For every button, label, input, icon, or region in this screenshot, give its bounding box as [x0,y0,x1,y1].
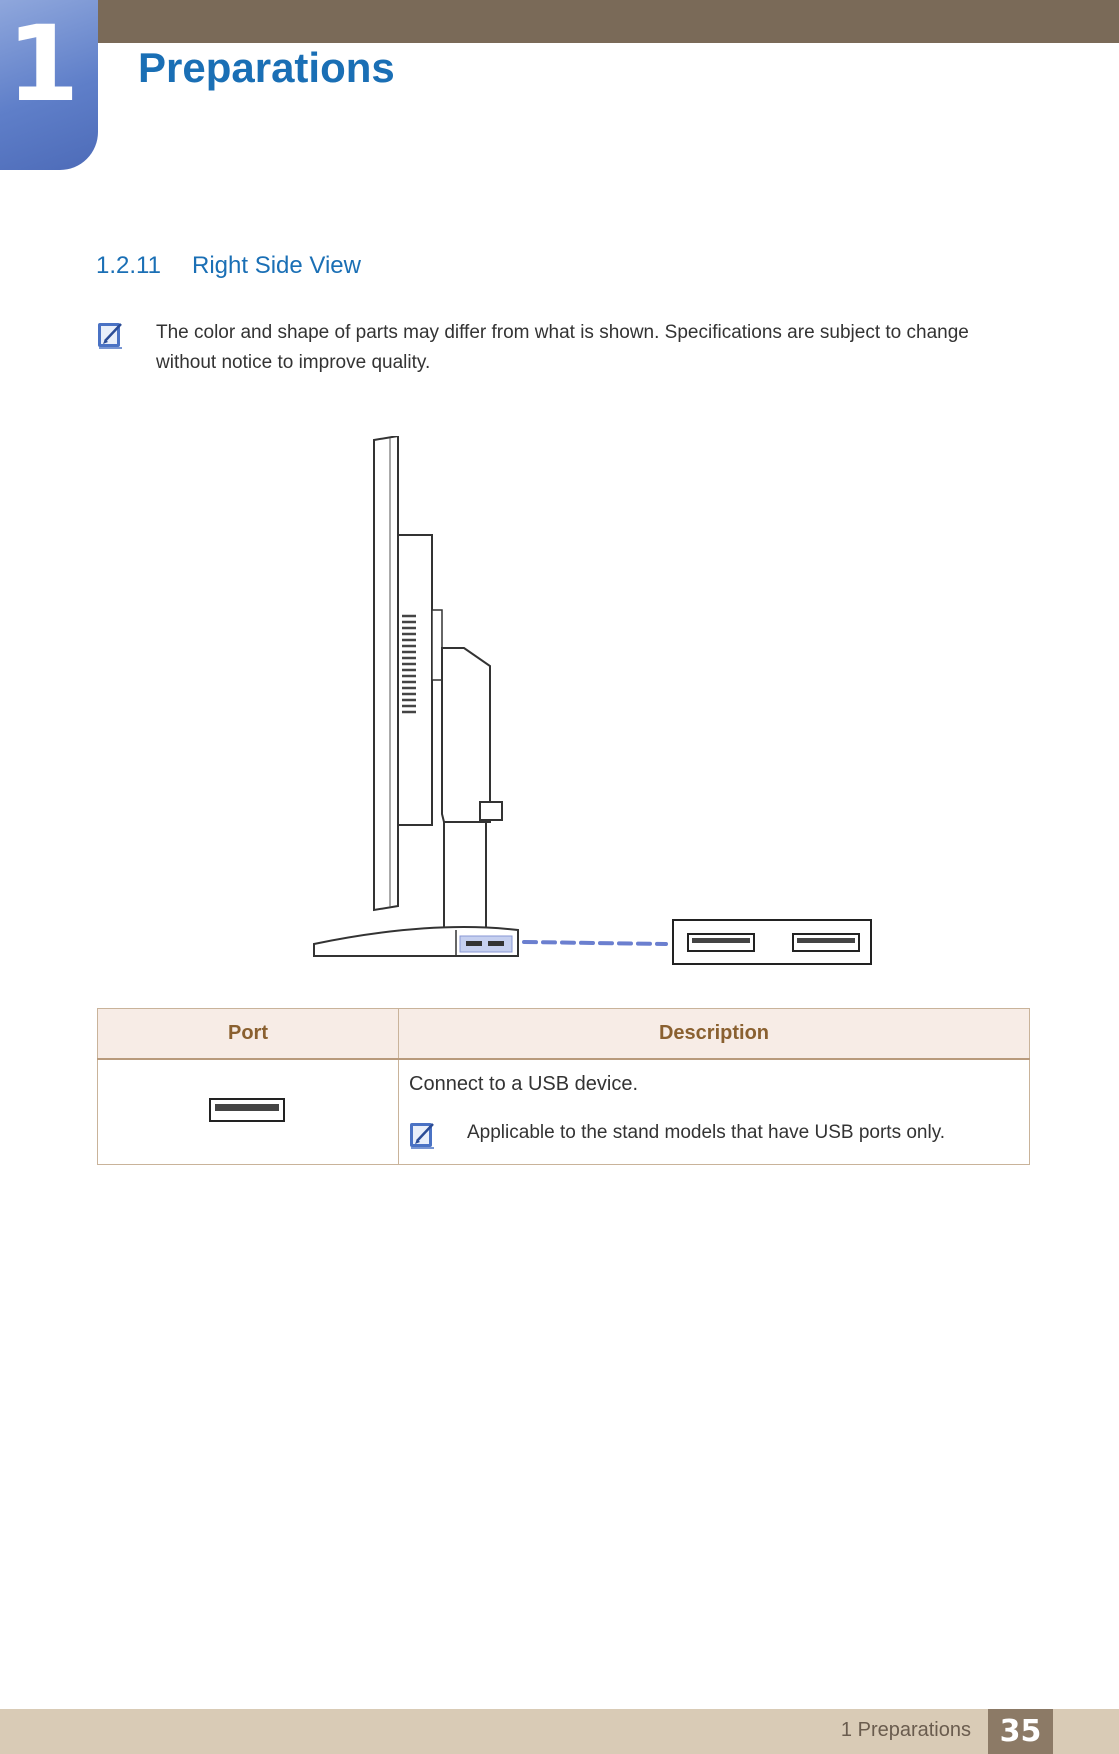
table-header-row [98,1009,1030,1060]
note-pencil-icon [409,1120,439,1150]
description-note: Applicable to the stand models that have USB ports only. [467,1122,946,1143]
usb-port-icon [793,934,859,951]
header-bar [0,0,1119,43]
chapter-title: Preparations [138,44,395,91]
description-cell [399,1059,1030,1165]
note-pencil-icon [97,320,127,350]
port-cell [98,1059,399,1165]
usb-ports-callout [673,920,871,964]
section-heading [96,252,361,280]
stand-neck [442,648,502,932]
usb-port-icon [688,934,754,951]
table-row [98,1059,1030,1165]
header-port: Port [98,1009,399,1060]
chapter-number: 1 [6,3,80,125]
base-usb-ports-highlight [460,936,512,952]
page-number: 35 [988,1709,1053,1754]
footer-chapter-label: 1 Preparations [840,1719,971,1741]
stand-hinge [432,610,442,680]
description-text: Connect to a USB device. [409,1073,639,1095]
monitor-side-view-figure [310,436,876,966]
section-title: Right Side View [192,252,361,279]
header-description: Description [399,1009,1030,1060]
usb-port-icon [209,1098,285,1122]
callout-dashed-line [524,942,666,944]
chapter-tab [0,0,98,170]
monitor-back-housing [398,535,432,825]
port-table [97,1008,1030,1165]
monitor-panel [374,436,398,910]
section-number: 1.2.11 [96,252,161,279]
note-text: The color and shape of parts may differ from what is shown. Specifications are subject to change without notice to improve quality. [156,322,969,373]
